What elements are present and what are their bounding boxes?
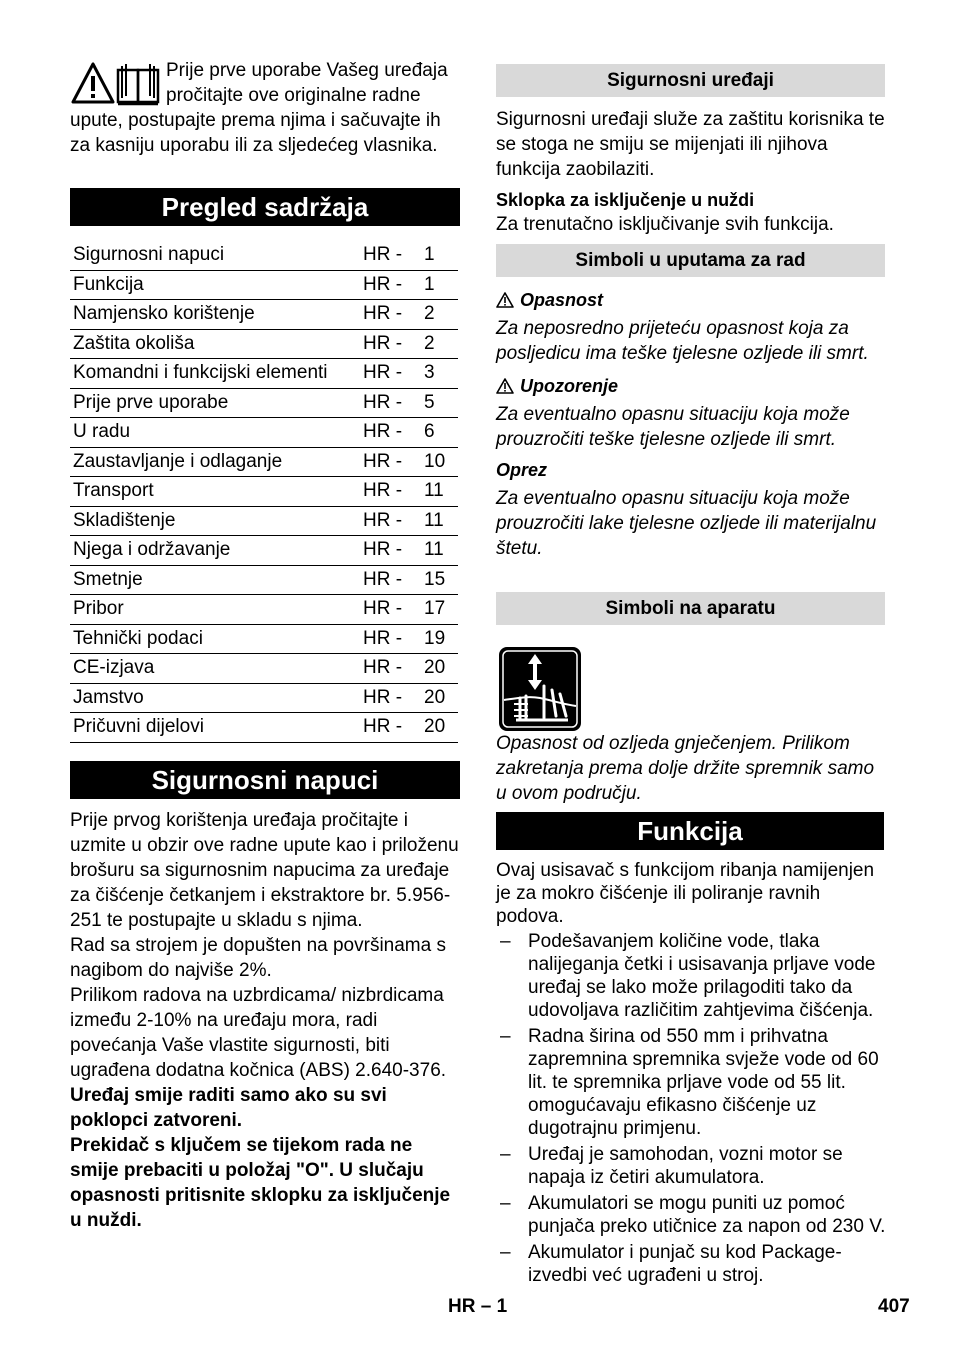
toc-item-prefix: HR -	[363, 241, 421, 270]
safety-paragraph-4: Uređaj smije raditi samo ako su svi poklopci zatvoreni.	[70, 1085, 387, 1131]
toc-item-label: U radu	[70, 418, 363, 448]
symbols-device-title: Simboli na aparatu	[496, 592, 885, 625]
warning-triangle-icon	[496, 292, 514, 308]
toc-item-page: 1	[421, 270, 458, 300]
toc-row	[70, 270, 458, 300]
danger-heading	[496, 288, 886, 312]
toc-item-prefix: HR -	[363, 388, 421, 418]
toc-item-page: 11	[421, 536, 458, 566]
devices-paragraph-1: Sigurnosni uređaji služe za zaštitu korisnika te se stoga ne smiju se mijenjati ili njihova funkcija zaobilaziti.	[496, 109, 885, 180]
warning-text: Za eventualno opasnu situaciju koja može prouzročiti teške tjelesne ozljede ili smrt.	[496, 404, 850, 450]
toc-row	[70, 713, 458, 743]
toc-item-label: CE-izjava	[70, 654, 363, 684]
toc-item-label: Jamstvo	[70, 683, 363, 713]
function-title: Funkcija	[496, 812, 884, 850]
devices-paragraph-2: Za trenutačno isključivanje svih funkcija.	[496, 214, 834, 235]
caution-heading: Oprez	[496, 460, 548, 480]
toc-item-label: Smetnje	[70, 565, 363, 595]
function-list-item: – Uređaj je samohodan, vozni motor se napaja iz četiri akumulatora.	[496, 1143, 888, 1189]
toc-item-label: Prije prve uporabe	[70, 388, 363, 418]
toc-item-prefix: HR -	[363, 359, 421, 389]
intro-text: Prije prve uporabe Vašeg uređaja pročitajte ove originalne radne upute, postupajte prema njima i sačuvajte ih za kasniju uporabu ili za sljedećeg vlasnika.	[70, 60, 448, 156]
caution-text: Za eventualno opasnu situaciju koja može prouzročiti lake tjelesne ozljede ili materijalnu štetu.	[496, 488, 877, 559]
toc-item-label: Zaustavljanje i odlaganje	[70, 447, 363, 477]
function-list-item: – Akumulatori se mogu puniti uz pomoć punjača preko utičnice za napon od 230 V.	[496, 1192, 888, 1238]
toc-item-prefix: HR -	[363, 477, 421, 507]
toc-item-prefix: HR -	[363, 536, 421, 566]
toc-row	[70, 565, 458, 595]
toc-row	[70, 624, 458, 654]
toc-item-page: 1	[421, 241, 458, 270]
toc-item-page: 20	[421, 654, 458, 684]
toc-row	[70, 506, 458, 536]
toc-item-label: Pričuvni dijelovi	[70, 713, 363, 743]
symbols-manual-title: Simboli u uputama za rad	[496, 244, 885, 277]
toc-item-prefix: HR -	[363, 624, 421, 654]
toc-item-prefix: HR -	[363, 506, 421, 536]
toc-item-label: Tehnički podaci	[70, 624, 363, 654]
toc-item-label: Njega i održavanje	[70, 536, 363, 566]
toc-row	[70, 388, 458, 418]
toc-item-page: 20	[421, 683, 458, 713]
toc-row	[70, 595, 458, 625]
danger-text: Za neposredno prijeteću opasnost koja za posljedicu ima teške tjelesne ozljede ili smrt.	[496, 318, 869, 364]
toc-item-prefix: HR -	[363, 683, 421, 713]
devices-title: Sigurnosni uređaji	[496, 64, 885, 97]
warning-heading-text: Upozorenje	[520, 376, 619, 396]
toc-item-page: 5	[421, 388, 458, 418]
toc-item-page: 10	[421, 447, 458, 477]
devices-content	[496, 107, 886, 237]
toc-row	[70, 683, 458, 713]
function-list-item: – Podešavanjem količine vode, tlaka nalijeganja četki i usisavanja prljave vode uređaj se lako može prilagoditi tako da udovoljava različitim zahtjevima čišćenja.	[496, 930, 888, 1022]
section-page-label: HR – 1	[448, 1296, 508, 1317]
safety-paragraph-1: Prije prvog korištenja uređaja pročitajte i uzmite u obzir ove radne upute kao i priloženu brošuru sa sigurnosnim napucima za uređaje za čišćenje četkanjem i ekstraktore br. 5.956-251 te postupajte u skladu s njima.	[70, 810, 459, 931]
function-content	[496, 859, 888, 1290]
toc-item-page: 11	[421, 506, 458, 536]
toc-row	[70, 447, 458, 477]
toc-item-label: Namjensko korištenje	[70, 300, 363, 330]
crush-hazard-hand-icon	[498, 646, 582, 732]
warning-heading	[496, 374, 886, 398]
safety-paragraph-3: Prilikom radova na uzbrdicama/ nizbrdicama između 2-10% na uređaju mora, radi povećanja Vaše vlastite sigurnosti, biti ugrađena dodatna kočnica (ABS) 2.640-376.	[70, 985, 447, 1081]
safety-paragraph-2: Rad sa strojem je dopušten na površinama s nagibom do najviše 2%.	[70, 935, 446, 981]
toc-item-page: 2	[421, 300, 458, 330]
function-list-item: – Akumulator i punjač su kod Package-izvedbi već ugrađeni u stroj.	[496, 1241, 888, 1287]
safety-paragraph-5: Prekidač s ključem se tijekom rada ne smije prebaciti u položaj "O". U slučaju opasnosti pritisnite sklopku za isključenje u nuždi.	[70, 1135, 451, 1231]
toc-item-page: 20	[421, 713, 458, 743]
toc-item-label: Transport	[70, 477, 363, 507]
warning-triangle-icon	[496, 378, 514, 394]
toc-item-page: 17	[421, 595, 458, 625]
toc-item-label: Pribor	[70, 595, 363, 625]
danger-heading-text: Opasnost	[520, 290, 604, 310]
toc-item-prefix: HR -	[363, 565, 421, 595]
toc-item-page: 6	[421, 418, 458, 448]
toc-item-prefix: HR -	[363, 595, 421, 625]
toc-item-prefix: HR -	[363, 654, 421, 684]
function-list-item: – Radna širina od 550 mm i prihvatna zapremnina spremnika svježe vode od 60 lit. te spremnika prljave vode od 55 lit. omogućavaju efikasno čišćenje uz dugotrajnu primjenu.	[496, 1025, 888, 1140]
symbols-manual-content	[496, 288, 886, 561]
toc-item-page: 11	[421, 477, 458, 507]
toc-item-prefix: HR -	[363, 713, 421, 743]
warning-read-manual-icon	[70, 60, 160, 108]
toc-table	[70, 241, 458, 743]
toc-row	[70, 300, 458, 330]
toc-item-page: 2	[421, 329, 458, 359]
toc-item-page: 3	[421, 359, 458, 389]
toc-row	[70, 359, 458, 389]
toc-title: Pregled sadržaja	[70, 188, 460, 226]
toc-item-prefix: HR -	[363, 300, 421, 330]
toc-item-prefix: HR -	[363, 447, 421, 477]
toc-row	[70, 329, 458, 359]
toc-item-prefix: HR -	[363, 270, 421, 300]
crush-hazard-caption: Opasnost od ozljeda gnječenjem. Prilikom zakretanja prema dolje držite spremnik samo u ovom području.	[496, 733, 875, 804]
toc-item-label: Komandni i funkcijski elementi	[70, 359, 363, 389]
emergency-stop-heading: Sklopka za isključenje u nuždi	[496, 190, 755, 210]
toc-item-page: 19	[421, 624, 458, 654]
safety-content	[70, 808, 460, 1233]
intro-block	[70, 58, 460, 158]
toc-item-label: Zaštita okoliša	[70, 329, 363, 359]
toc-row	[70, 536, 458, 566]
toc-row	[70, 477, 458, 507]
toc-row	[70, 418, 458, 448]
function-list	[496, 930, 888, 1287]
toc-item-label: Skladištenje	[70, 506, 363, 536]
toc-row	[70, 654, 458, 684]
toc-item-label: Funkcija	[70, 270, 363, 300]
toc-item-page: 15	[421, 565, 458, 595]
toc-row	[70, 241, 458, 270]
safety-title: Sigurnosni napuci	[70, 761, 460, 799]
function-paragraph-1: Ovaj usisavač s funkcijom ribanja namijenjen je za mokro čišćenje ili poliranje ravnih podova.	[496, 860, 875, 927]
toc-item-prefix: HR -	[363, 329, 421, 359]
toc-item-prefix: HR -	[363, 418, 421, 448]
page-number: 407	[878, 1296, 910, 1317]
toc-item-label: Sigurnosni napuci	[70, 241, 363, 270]
